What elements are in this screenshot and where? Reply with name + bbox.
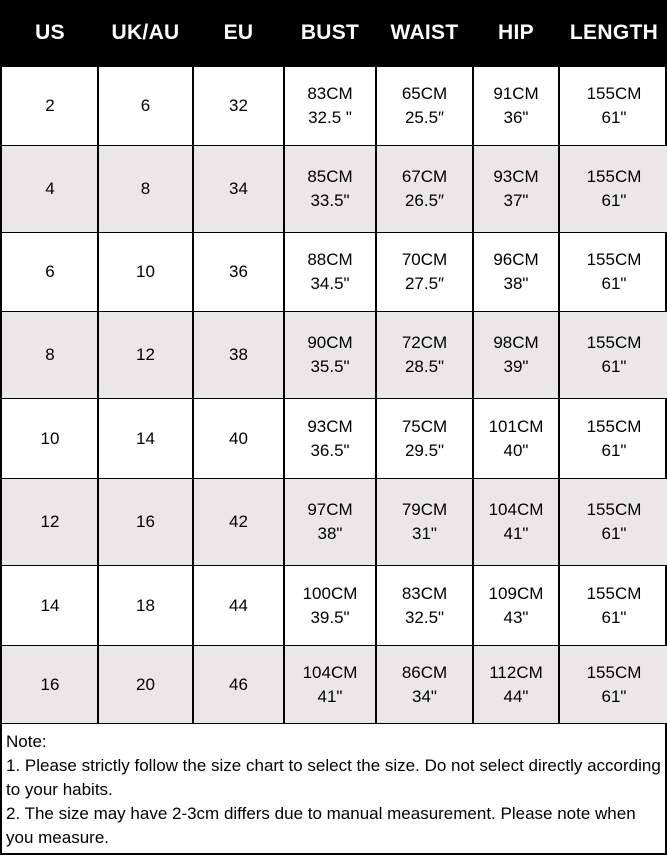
cell-bust-inch: 35.5" xyxy=(310,357,350,376)
cell-waist-inch: 25.5″ xyxy=(404,108,445,127)
cell-us xyxy=(2,399,98,478)
cell-length xyxy=(559,566,667,645)
cell-us-value: 6 xyxy=(45,262,55,281)
cell-bust-inch: 41" xyxy=(317,686,343,706)
cell-us xyxy=(2,67,98,145)
cell-waist-inch: 28.5" xyxy=(404,357,445,376)
cell-waist xyxy=(376,146,473,232)
cell-ukau-value: 8 xyxy=(140,179,151,198)
cell-waist-inch: 34" xyxy=(412,686,437,706)
cell-eu xyxy=(193,479,284,565)
cell-length-inch: 61" xyxy=(601,686,627,706)
cell-waist-cm: 86CM xyxy=(401,662,448,682)
cell-eu xyxy=(193,566,284,645)
cell-length-inch: 61" xyxy=(601,108,627,127)
cell-length-inch: 61" xyxy=(601,357,627,376)
cell-bust xyxy=(284,479,376,565)
cell-length xyxy=(559,146,667,232)
cell-hip-inch: 41" xyxy=(503,524,529,543)
cell-length-cm: 155CM xyxy=(586,662,642,682)
cell-ukau-value: 16 xyxy=(136,512,155,531)
cell-ukau-value: 12 xyxy=(136,345,155,364)
cell-waist xyxy=(376,233,473,311)
cell-bust-inch: 33.5" xyxy=(310,191,350,210)
header-length: LENGTH xyxy=(569,21,659,44)
cell-bust-cm: 104CM xyxy=(302,662,358,682)
cell-hip-cm: 104CM xyxy=(488,500,544,519)
cell-waist-cm: 65CM xyxy=(401,84,448,103)
cell-length xyxy=(559,399,667,478)
cell-us xyxy=(2,479,98,565)
cell-ukau-value: 10 xyxy=(136,262,155,281)
cell-bust xyxy=(284,566,376,645)
note-2: 2. The size may have 2-3cm differs due to manual measurement. Please note when you measure. xyxy=(6,804,636,847)
cell-hip xyxy=(473,146,559,232)
cell-waist-cm: 70CM xyxy=(401,250,448,269)
cell-eu xyxy=(193,67,284,145)
cell-length xyxy=(559,479,667,565)
cell-bust-cm: 83CM xyxy=(307,84,353,103)
cell-waist-inch: 31" xyxy=(412,524,437,543)
cell-hip xyxy=(473,233,559,311)
cell-us xyxy=(2,566,98,645)
cell-waist xyxy=(376,566,473,645)
cell-ukau xyxy=(98,646,193,723)
table-row xyxy=(2,478,667,565)
cell-waist-inch: 26.5″ xyxy=(404,191,445,210)
cell-bust-inch: 34.5" xyxy=(310,274,350,293)
cell-length-cm: 155CM xyxy=(586,583,642,603)
cell-waist-inch: 32.5" xyxy=(404,607,445,627)
cell-ukau xyxy=(98,566,193,645)
cell-hip-inch: 37" xyxy=(503,191,529,210)
cell-us xyxy=(2,146,98,232)
cell-hip xyxy=(473,312,559,398)
cell-ukau xyxy=(98,479,193,565)
cell-bust-cm: 85CM xyxy=(307,167,353,186)
cell-hip-cm: 112CM xyxy=(489,662,543,682)
cell-length-inch: 61" xyxy=(601,274,627,293)
cell-length xyxy=(559,312,667,398)
cell-eu-value: 46 xyxy=(229,674,248,694)
cell-bust xyxy=(284,146,376,232)
cell-bust xyxy=(284,67,376,145)
table-row xyxy=(2,66,667,145)
cell-waist-cm: 83CM xyxy=(401,583,448,603)
header-us: US xyxy=(35,21,65,44)
cell-hip-cm: 98CM xyxy=(493,333,539,352)
cell-bust-inch: 39.5" xyxy=(310,607,350,627)
cell-length-cm: 155CM xyxy=(586,250,642,269)
cell-us-value: 8 xyxy=(45,345,55,364)
cell-length-cm: 155CM xyxy=(586,84,642,103)
cell-waist xyxy=(376,646,473,723)
header-eu: EU xyxy=(223,21,254,44)
cell-bust xyxy=(284,233,376,311)
cell-hip xyxy=(473,646,559,723)
cell-ukau xyxy=(98,146,193,232)
cell-waist xyxy=(376,399,473,478)
cell-length-cm: 155CM xyxy=(586,500,642,519)
cell-hip xyxy=(473,566,559,645)
cell-eu-value: 32 xyxy=(229,96,248,115)
column-divider xyxy=(375,66,377,723)
cell-length-cm: 155CM xyxy=(586,416,642,436)
cell-bust-cm: 100CM xyxy=(302,583,358,603)
cell-length xyxy=(559,233,667,311)
cell-hip-inch: 43" xyxy=(503,607,529,627)
cell-us-value: 12 xyxy=(40,512,60,531)
cell-length xyxy=(559,67,667,145)
cell-eu xyxy=(193,146,284,232)
cell-hip-cm: 91CM xyxy=(493,84,539,103)
notes xyxy=(2,723,667,855)
cell-length-inch: 61" xyxy=(601,191,627,210)
cell-eu xyxy=(193,233,284,311)
cell-hip-cm: 96CM xyxy=(493,250,539,269)
cell-hip-inch: 39" xyxy=(503,357,529,376)
cell-waist-cm: 72CM xyxy=(401,333,448,352)
cell-eu-value: 38 xyxy=(229,345,248,364)
cell-bust-inch: 36.5" xyxy=(310,440,350,460)
cell-ukau-value: 6 xyxy=(140,96,151,115)
header-waist: WAIST xyxy=(390,21,459,44)
cell-hip-inch: 38" xyxy=(503,274,529,293)
column-divider xyxy=(97,66,99,723)
table-row xyxy=(2,645,667,723)
column-divider xyxy=(283,66,285,723)
cell-waist-cm: 67CM xyxy=(401,167,448,186)
cell-eu-value: 42 xyxy=(229,512,248,531)
header-bust: BUST xyxy=(300,21,360,44)
cell-bust-inch: 32.5 " xyxy=(308,108,352,127)
cell-hip xyxy=(473,67,559,145)
cell-us xyxy=(2,233,98,311)
cell-hip-inch: 36" xyxy=(503,108,529,127)
cell-ukau xyxy=(98,67,193,145)
cell-length xyxy=(559,646,667,723)
column-divider xyxy=(472,66,474,723)
cell-hip-cm: 109CM xyxy=(488,583,544,603)
cell-waist xyxy=(376,67,473,145)
header-ukau: UK/AU xyxy=(111,21,180,44)
table-row xyxy=(2,311,667,398)
cell-eu-value: 34 xyxy=(229,179,248,198)
cell-bust xyxy=(284,312,376,398)
cell-bust xyxy=(284,399,376,478)
cell-us-value: 14 xyxy=(40,595,60,615)
cell-bust-cm: 90CM xyxy=(307,333,353,352)
header-hip: HIP xyxy=(498,21,534,44)
cell-bust-inch: 38" xyxy=(317,524,343,543)
cell-hip-inch: 44" xyxy=(503,686,529,706)
cell-length-cm: 155CM xyxy=(586,167,642,186)
cell-hip xyxy=(473,399,559,478)
cell-waist xyxy=(376,312,473,398)
cell-length-cm: 155CM xyxy=(586,333,642,352)
cell-hip xyxy=(473,479,559,565)
cell-length-inch: 61" xyxy=(601,524,627,543)
cell-waist-cm: 75CM xyxy=(401,416,448,436)
column-divider xyxy=(558,66,560,723)
table-row xyxy=(2,565,667,645)
cell-ukau-value: 14 xyxy=(136,428,155,448)
cell-eu xyxy=(193,646,284,723)
cell-waist-inch: 29.5" xyxy=(404,440,445,460)
cell-ukau xyxy=(98,233,193,311)
cell-bust xyxy=(284,646,376,723)
cell-ukau-value: 18 xyxy=(136,595,155,615)
notes-title: Note: xyxy=(6,732,47,751)
cell-hip-inch: 40" xyxy=(503,440,529,460)
cell-bust-cm: 88CM xyxy=(307,250,353,269)
cell-ukau xyxy=(98,399,193,478)
cell-bust-cm: 97CM xyxy=(307,500,353,519)
cell-ukau xyxy=(98,312,193,398)
note-1: 1. Please strictly follow the size chart to select the size. Do not select directly according to your habits. xyxy=(6,756,661,799)
cell-eu xyxy=(193,399,284,478)
cell-us xyxy=(2,312,98,398)
cell-waist-inch: 27.5″ xyxy=(404,274,445,293)
cell-ukau-value: 20 xyxy=(136,674,155,694)
table-row xyxy=(2,398,667,478)
cell-waist xyxy=(376,479,473,565)
cell-us-value: 16 xyxy=(40,674,60,694)
cell-eu xyxy=(193,312,284,398)
cell-waist-cm: 79CM xyxy=(401,500,448,519)
cell-us-value: 2 xyxy=(45,96,55,115)
cell-length-inch: 61" xyxy=(601,440,627,460)
cell-bust-cm: 93CM xyxy=(307,416,353,436)
column-divider xyxy=(192,66,194,723)
table-header xyxy=(2,0,667,66)
cell-hip-cm: 93CM xyxy=(493,167,539,186)
cell-us xyxy=(2,646,98,723)
cell-us-value: 4 xyxy=(45,179,55,198)
cell-eu-value: 44 xyxy=(229,595,248,615)
table-row xyxy=(2,145,667,232)
cell-us-value: 10 xyxy=(40,428,60,448)
cell-length-inch: 61" xyxy=(601,607,627,627)
cell-hip-cm: 101CM xyxy=(488,416,544,436)
cell-eu-value: 36 xyxy=(229,262,248,281)
table-row xyxy=(2,232,667,311)
cell-eu-value: 40 xyxy=(229,428,248,448)
